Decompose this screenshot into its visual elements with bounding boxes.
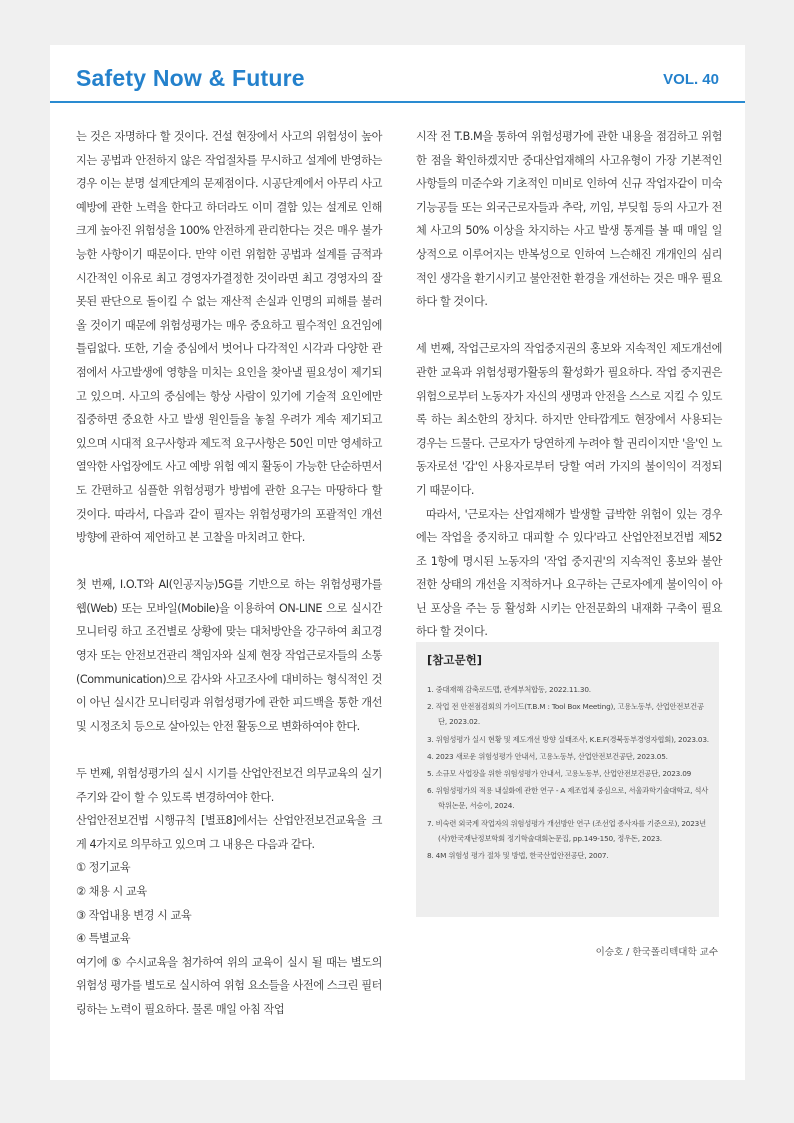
right-column bbox=[416, 125, 722, 644]
reference-item: 2. 작업 전 안전점검회의 가이드(T.B.M : Tool Box Meeting), 고용노동부, 산업안전보건공단, 2023.02. bbox=[427, 702, 704, 727]
reference-item: 6. 위험성평가의 적용 내실화에 관한 연구 - A 제조업체 중심으로, 서울과학기술대학교, 석사학위논문, 서승이, 2024. bbox=[427, 786, 709, 811]
paragraph: 는 것은 자명하다 할 것이다. 건설 현장에서 사고의 위험성이 높아지는 공법과 안전하지 않은 작업절차를 무시하고 설계에 반영하는 경우 이는 분명 설계단계의 문제점이다. 시공단계에서 아무리 사고 예방에 관한 노력을 한다고 하더라도 이미 결함 있는 설계로 인해 크게 높아진 위험성을 100% 안전하게 관리한다는 것은 매우 불가능한 사항이기 때문이다. 만약 이런 위험한 공법과 설계를 금적과 시간적인 이유로 최고 경영자가결정한 것이라면 최고 경영자의 잘못된 판단으로 돌이킬 수 없는 재산적 손실과 인명의 피해를 불러 올 것이기 때문에 위험성평가는 매우 중요하고 필수적인 요건임에 틀림없다. 또한, 기술 중심에서 벗어나 다각적인 시각과 다양한 관점에서 사고발생에 영향을 미치는 요인을 찾아낼 필요성이 제기되고 있으며. 사고의 중심에는 항상 사람이 있기에 기술적 요인에만 집중하면 중요한 사고 발생 원인들을 놓칠 우려가 계속 제기되고 있으며 시대적 요구사항과 제도적 요구사항은 50인 미만 영세하고 열악한 사업장에도 사고 예방 위험 예지 활동이 가능한 단순하면서도 간편하고 심플한 위험성평가 방법에 관한 요구는 마땅하다 할 것이다. 따라서, 다음과 같이 필자는 위험성평가의 포괄적인 개선방향에 관하여 제언하고 본 고찰을 마치려고 한다. bbox=[76, 130, 382, 545]
reference-item: 7. 비숙련 외국계 작업자의 위험성평가 개선방안 연구 (조선업 종사자를 기준으로), 2023년(사)한국재난정보학회 정기학술대회논문집, pp.149-150, 정우돈, 2023. bbox=[427, 818, 706, 843]
author-credit: 이승호 / 한국폴리텍대학 교수 bbox=[595, 947, 718, 958]
references-box bbox=[416, 642, 719, 917]
paragraph: 산업안전보건법 시행규칙 [별표8]에서는 산업안전보건교육을 크게 4가지로 의무하고 있으며 그 내용은 다음과 같다. bbox=[76, 814, 382, 851]
reference-item: 4. 2023 새로운 위험성평가 안내서, 고용노동부, 산업안전보건공단, 2023.05. bbox=[427, 751, 668, 761]
list-item: ② 채용 시 교육 bbox=[76, 885, 147, 898]
paragraph: 따라서, '근로자는 산업재해가 발생할 급박한 위험이 있는 경우에는 작업을 중지하고 대피할 수 있다'라고 산업안전보건법 제52조 1항에 명시된 노동자의 '작업 중지권'의 지속적인 홍보와 불안전한 상태의 개선을 지적하거나 요구하는 근로자에게 불이익이 아닌 포상을 주는 등 활성화 시키는 안전문화의 내재화 구축이 필요하다 할 것이다. bbox=[416, 507, 722, 639]
paragraph: 세 번째, 작업근로자의 작업중지권의 홍보와 지속적인 제도개선에 관한 교육과 위험성평가활동의 활성화가 필요하다. 작업 중지권은 위험으로부터 노동자가 자신의 생명과 안전을 스스로 지킬 수 있도록 하는 최소한의 장치다. 하지만 안타깝게도 현장에서 사용되는 경우는 드물다. 근로자가 당연하게 누려야 할 권리이지만 '을'인 노동자로선 '갑'인 사용자로부터 당할 여러 가지의 불이익이 걱정되기 때문이다. bbox=[416, 342, 722, 497]
list-item: ① 정기교육 bbox=[76, 861, 131, 875]
magazine-title: Safety Now & Future bbox=[76, 65, 305, 91]
paragraph: 두 번째, 위험성평가의 실시 시기를 산업안전보건 의무교육의 실기 주기와 같이 할 수 있도록 변경하여야 한다. bbox=[76, 767, 382, 804]
reference-item: 3. 위험성평가 실시 현황 및 제도개선 방향 실태조사, K.E.F(경북동부경영자협회), 2023.03. bbox=[427, 734, 709, 744]
paragraph: 첫 번째, I.O.T와 AI(인공지능)5G를 기반으로 하는 위험성평가를 웹(Web) 또는 모바일(Mobile)을 이용하여 ON-LINE 으로 실시간 모니터링 하고 조건별로 상황에 맞는 대처방안을 강구하여 최고경영자 또는 안전보건관리 책임자와 실제 현장 작업근로자들의 소통(Communication)으로 감사와 사고조사에 대비하는 형식적인 것이 아닌 실시간 모니터링과 위험성평가에 관한 피드백을 통한 개선 및 시정조치 등으로 살아있는 안전 활동으로 변화하여야 한다. bbox=[76, 578, 382, 733]
volume-number: VOL. 40 bbox=[663, 71, 719, 88]
references-list bbox=[427, 682, 712, 865]
references-heading: [참고문헌] bbox=[427, 653, 482, 667]
list-item: ③ 작업내용 변경 시 교육 bbox=[76, 908, 192, 922]
left-column bbox=[76, 125, 382, 1022]
page-header bbox=[50, 45, 745, 103]
paragraph: 시작 전 T.B.M을 통하여 위험성평가에 관한 내용을 점검하고 위험한 점을 확인하겠지만 중대산업재해의 사고유형이 가장 기본적인 사항들의 미준수와 기초적인 미비로 인하여 신규 작업자같이 미숙기능공들 또는 외국근로자들과 추락, 끼임, 부딪힘 등의 사고가 전체 사고의 50% 이상을 차지하는 사고 발생 통계를 볼 때 매일 일상적으로 이루어지는 반복성으로 인하여 느슨해진 개개인의 심리적인 생각을 환기시키고 불안전한 환경을 개선하는 것은 매우 필요하다 할 것이다. bbox=[416, 130, 722, 309]
list-item: ④ 특별교육 bbox=[76, 932, 131, 946]
reference-item: 5. 소규모 사업장을 위한 위험성평가 안내서, 고용노동부, 산업안전보건공단, 2023.09 bbox=[427, 769, 692, 779]
reference-item: 1. 중대재해 감축로드맵, 관계부처합동, 2022.11.30. bbox=[427, 685, 591, 694]
reference-item: 8. 4M 위험성 평가 절차 및 방법, 한국산업안전공단, 2007. bbox=[427, 851, 609, 861]
page bbox=[50, 45, 745, 1080]
paragraph: 여기에 ⑤ 수시교육을 첨가하여 위의 교육이 실시 될 때는 별도의 위험성 평가를 별도로 실시하여 위험 요소들을 사전에 스크린 필터링하는 노력이 필요하다. 물론 매일 아침 작업 bbox=[76, 955, 382, 1016]
